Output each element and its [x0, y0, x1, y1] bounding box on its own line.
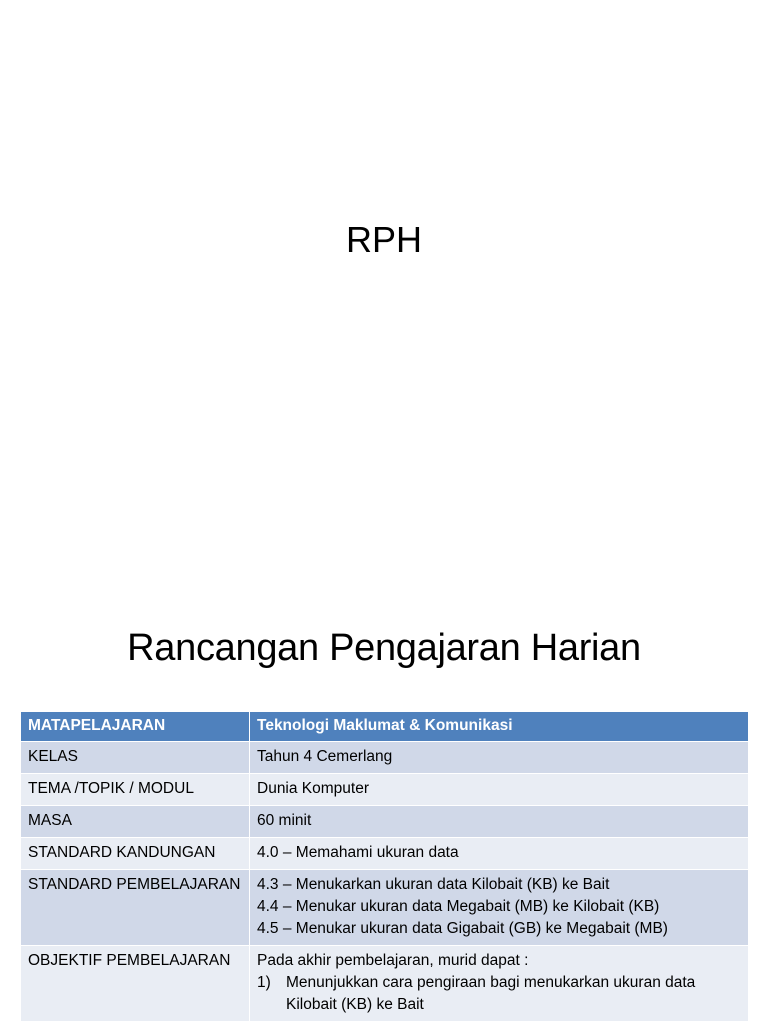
row-value: 4.0 – Memahami ukuran data — [250, 838, 749, 870]
row-label: TEMA /TOPIK / MODUL — [21, 774, 250, 806]
row-tema — [21, 774, 749, 806]
row-masa — [21, 806, 749, 838]
header-value-matapelajaran: Teknologi Maklumat & Komunikasi — [250, 712, 749, 742]
row-label: OBJEKTIF PEMBELAJARAN — [21, 946, 250, 1022]
table-header-row — [21, 712, 749, 742]
row-label: KELAS — [21, 742, 250, 774]
row-standard-pembelajaran — [21, 870, 749, 946]
objektif-item — [257, 972, 741, 1016]
row-standard-kandungan — [21, 838, 749, 870]
row-value — [250, 946, 749, 1022]
row-value: 60 minit — [250, 806, 749, 838]
standard-line-4-3: 4.3 – Menukarkan ukuran data Kilobait (KB) ke Bait — [257, 876, 610, 893]
row-kelas — [21, 742, 749, 774]
row-label: MASA — [21, 806, 250, 838]
objektif-intro: Pada akhir pembelajaran, murid dapat : — [257, 952, 529, 969]
header-label-matapelajaran: MATAPELAJARAN — [21, 712, 250, 742]
row-label: STANDARD PEMBELAJARAN — [21, 870, 250, 946]
row-label: STANDARD KANDUNGAN — [21, 838, 250, 870]
row-value: Tahun 4 Cemerlang — [250, 742, 749, 774]
row-value: Dunia Komputer — [250, 774, 749, 806]
row-objektif-pembelajaran — [21, 946, 749, 1022]
objektif-item-text: Menunjukkan cara pengiraan bagi menukarkan ukuran data Kilobait (KB) ke Bait — [286, 974, 696, 1013]
standard-line-4-4: 4.4 – Menukar ukuran data Megabait (MB) ke Kilobait (KB) — [257, 898, 660, 915]
rph-table — [20, 711, 749, 1022]
objektif-item-number: 1) — [257, 974, 271, 991]
row-value — [250, 870, 749, 946]
slide-title-rancangan: Rancangan Pengajaran Harian — [127, 627, 641, 669]
standard-line-4-5: 4.5 – Menukar ukuran data Gigabait (GB) ke Megabait (MB) — [257, 920, 668, 937]
slide-title-rph: RPH — [345, 219, 422, 260]
